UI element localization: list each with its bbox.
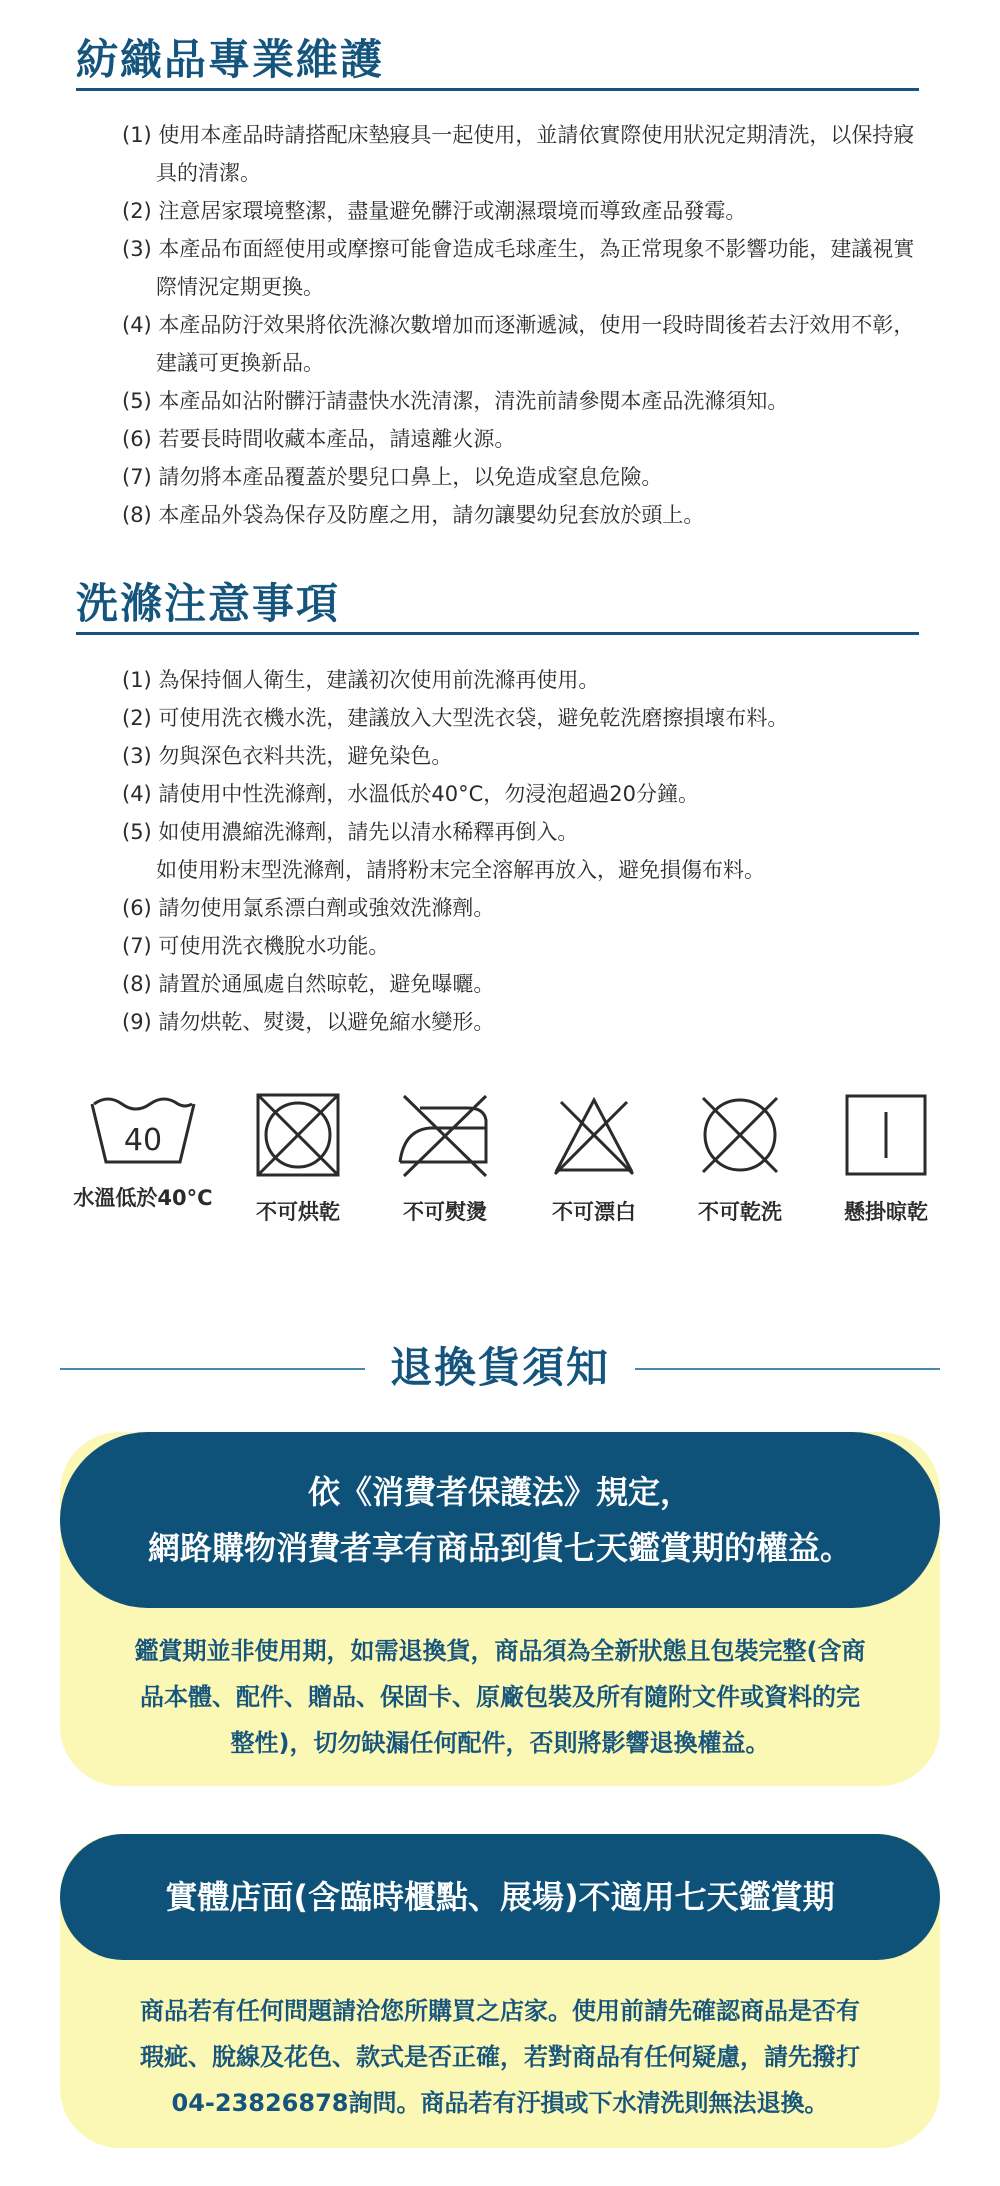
no-tumble-dry-icon	[253, 1090, 343, 1180]
list-item: (1) 使用本產品時請搭配床墊寢具一起使用，並請依實際使用狀況定期清洗，以保持寢具的清潔。	[122, 123, 915, 185]
symbol-no-dry-clean	[665, 1090, 815, 1226]
list-item: (5) 如使用濃縮洗滌劑，請先以清水稀釋再倒入。	[122, 820, 579, 844]
list-item: (1) 為保持個人衛生，建議初次使用前洗滌再使用。	[122, 668, 600, 692]
list-item: (6) 若要長時間收藏本產品，請遠離火源。	[122, 427, 516, 451]
care-section-header	[76, 32, 919, 91]
care-title: 紡織品專業維護	[76, 35, 385, 84]
symbol-label: 不可乾洗	[698, 1200, 782, 1224]
symbol-line-dry	[811, 1090, 961, 1226]
store-policy-card	[60, 1834, 940, 2148]
returns-header	[60, 1338, 940, 1398]
symbol-label: 不可漂白	[552, 1200, 636, 1224]
care-list	[122, 116, 922, 534]
symbol-label: 懸掛晾乾	[844, 1200, 928, 1224]
wash-temperature: 40	[123, 1123, 163, 1158]
no-dry-clean-icon	[695, 1090, 785, 1180]
list-item: (6) 請勿使用氯系漂白劑或強效洗滌劑。	[122, 896, 495, 920]
list-item: (4) 請使用中性洗滌劑，水溫低於40°C，勿浸泡超過20分鐘。	[122, 782, 700, 806]
list-item: (8) 本產品外袋為保存及防塵之用，請勿讓嬰幼兒套放於頭上。	[122, 503, 705, 527]
list-item: 如使用粉末型洗滌劑，請將粉末完全溶解再放入，避免損傷布料。	[156, 858, 765, 882]
card-heading-line: 網路購物消費者享有商品到貨七天鑑賞期的權益。	[147, 1529, 852, 1567]
wash-tub-40-icon	[88, 1090, 198, 1166]
symbol-no-bleach	[519, 1090, 669, 1226]
symbol-no-iron	[370, 1090, 520, 1226]
symbol-label: 不可烘乾	[256, 1200, 340, 1224]
symbol-wash-40	[68, 1090, 218, 1212]
list-item: (4) 本產品防汙效果將依洗滌次數增加而逐漸遞減，使用一段時間後若去汙效用不彰，建議可更換新品。	[122, 313, 915, 375]
symbol-no-tumble-dry	[223, 1090, 373, 1226]
wash-list	[122, 661, 922, 1041]
list-item: (3) 勿與深色衣料共洗，避免染色。	[122, 744, 453, 768]
line-dry-icon	[841, 1090, 931, 1180]
list-item: (2) 注意居家環境整潔，盡量避免髒汙或潮濕環境而導致產品發霉。	[122, 199, 747, 223]
returns-title: 退換貨須知	[389, 1343, 610, 1392]
list-item: (7) 請勿將本產品覆蓋於嬰兒口鼻上，以免造成窒息危險。	[122, 465, 663, 489]
return-policy-card	[60, 1432, 940, 1786]
wash-section-header	[76, 576, 919, 635]
symbol-label: 不可熨燙	[403, 1200, 487, 1224]
no-bleach-icon	[549, 1090, 639, 1180]
card-body: 商品若有任何問題請洽您所購買之店家。使用前請先確認商品是否有瑕疵、脫線及花色、款式是否正確，若對商品有任何疑慮，請先撥打04-23826878詢問。商品若有汙損或下水清洗則無法退換。	[140, 1997, 860, 2117]
list-item: (7) 可使用洗衣機脫水功能。	[122, 934, 390, 958]
card-body: 鑑賞期並非使用期，如需退換貨，商品須為全新狀態且包裝完整(含商品本體、配件、贈品、保固卡、原廠包裝及所有隨附文件或資料的完整性)，切勿缺漏任何配件，否則將影響退換權益。	[134, 1637, 866, 1757]
no-iron-icon	[390, 1090, 500, 1180]
list-item: (3) 本產品布面經使用或摩擦可能會造成毛球產生，為正常現象不影響功能，建議視實際情況定期更換。	[122, 237, 915, 299]
card-heading-line: 依《消費者保護法》規定，	[307, 1473, 692, 1511]
card-heading: 實體店面(含臨時櫃點、展場)不適用七天鑑賞期	[60, 1834, 940, 1960]
card-heading	[60, 1432, 940, 1608]
divider	[635, 1368, 940, 1370]
list-item: (2) 可使用洗衣機水洗，建議放入大型洗衣袋，避免乾洗磨擦損壞布料。	[122, 706, 789, 730]
symbol-label: 水溫低於40°C	[73, 1186, 213, 1210]
wash-title: 洗滌注意事項	[76, 579, 341, 628]
list-item: (5) 本產品如沾附髒汙請盡快水洗清潔，清洗前請參閱本產品洗滌須知。	[122, 389, 789, 413]
list-item: (9) 請勿烘乾、熨燙，以避免縮水變形。	[122, 1010, 495, 1034]
list-item: (8) 請置於通風處自然晾乾，避免曝曬。	[122, 972, 495, 996]
